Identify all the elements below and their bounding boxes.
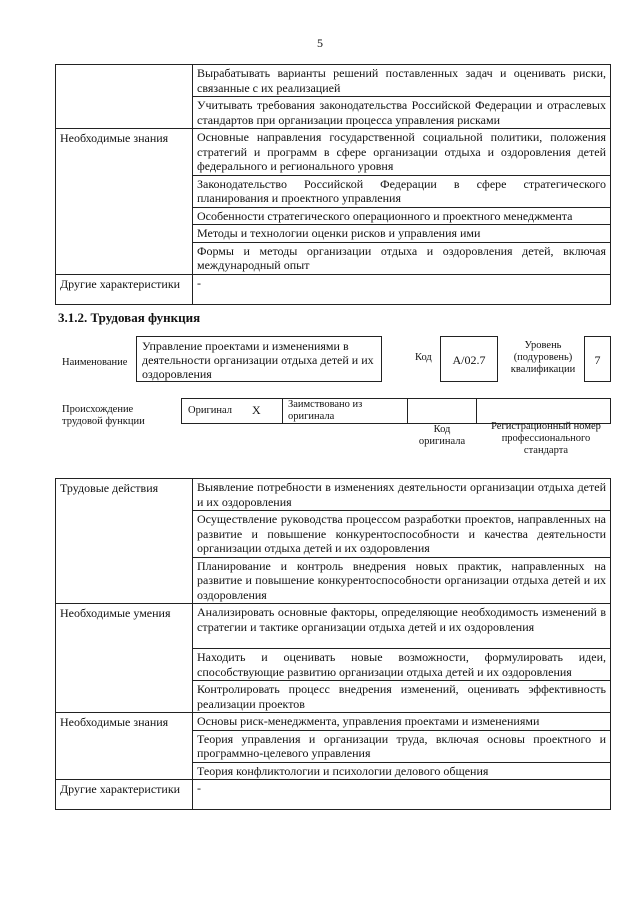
category-cell: Другие характеристики (56, 274, 193, 304)
table-item: Теория управления и организации труда, включая основы проектного и программно-целевого управления (193, 730, 611, 762)
borrowed-label: Заимствовано из оригинала (288, 399, 363, 422)
table-item: Теория конфликтологии и психологии делового общения (193, 762, 611, 780)
category-cell: Необходимые знания (56, 129, 193, 275)
code-label: Код (415, 352, 432, 363)
table-item: - (193, 274, 611, 304)
original-mark: Х (252, 403, 261, 417)
table-item: Особенности стратегического операционного и проектного менеджмента (193, 207, 611, 225)
category-cell: Необходимые умения (56, 604, 193, 713)
table-item: Планирование и контроль внедрения новых практик, направленных на развитие и повышение конкурентоспособности организации отдыха детей и их оздоровления (193, 557, 611, 604)
category-cell: Другие характеристики (56, 780, 193, 810)
function-code: А/02.7 (452, 353, 486, 367)
function-name-box (136, 336, 382, 382)
table-item: Находить и оценивать новые возможности, формулировать идеи, способствующие развитию организации отдыха детей и их оздоровления (193, 649, 611, 681)
table-item: Вырабатывать варианты решений поставленных задач и оценивать риски, связанные с их реализацией (193, 65, 611, 97)
table-item: Выявление потребности в изменениях деятельности организации отдыха детей и их оздоровления (193, 479, 611, 511)
table-item: Основы риск-менеджмента, управления проектами и изменениями (193, 713, 611, 731)
table-item: - (193, 780, 611, 810)
table-item: Осуществление руководства процессом разработки проектов, направленных на развитие и повышение конкурентоспособности и качества деятельности организации отдыха детей и их оздоровления (193, 511, 611, 558)
table-item: Основные направления государственной социальной политики, положения стратегий и программ в сфере организации отдыха и оздоровления детей федерального и регионального уровня (193, 129, 611, 176)
category-cell (56, 65, 193, 129)
table-item: Контролировать процесс внедрения изменений, оценивать эффективность реализации проектов (193, 681, 611, 713)
level-value: 7 (594, 353, 601, 367)
table-item: Учитывать требования законодательства Российской Федерации и отраслевых стандартов при организации процесса управления рисками (193, 97, 611, 129)
competency-table-continued (55, 64, 611, 305)
labor-function-table (55, 478, 611, 810)
table-item: Анализировать основные факторы, определяющие необходимость изменений в стратегии и тактике организации отдыха детей и их оздоровления (193, 604, 611, 649)
reg-number-caption: Регистрационный номер профессионального стандарта (491, 421, 601, 456)
function-name: Управление проектами и изменениями в деятельности организации отдыха детей и их оздоровления (142, 339, 374, 381)
code-original-caption: Код оригинала (418, 424, 466, 447)
name-label: Наименование (62, 357, 128, 368)
origin-label: Происхождение трудовой функции (62, 404, 145, 427)
original-label: Оригинал (188, 405, 232, 416)
level-box (584, 336, 611, 382)
table-item: Методы и технологии оценки рисков и управления ими (193, 225, 611, 243)
function-code-box (440, 336, 498, 382)
page-number: 5 (317, 36, 323, 50)
section-title: 3.1.2. Трудовая функция (58, 310, 201, 325)
level-label: Уровень (подуровень) квалификации (510, 340, 576, 375)
table-item: Формы и методы организации отдыха и оздоровления детей, включая международный опыт (193, 242, 611, 274)
category-cell: Необходимые знания (56, 713, 193, 780)
table-item: Законодательство Российской Федерации в сфере стратегического планирования и проектного управления (193, 175, 611, 207)
category-cell: Трудовые действия (56, 479, 193, 604)
